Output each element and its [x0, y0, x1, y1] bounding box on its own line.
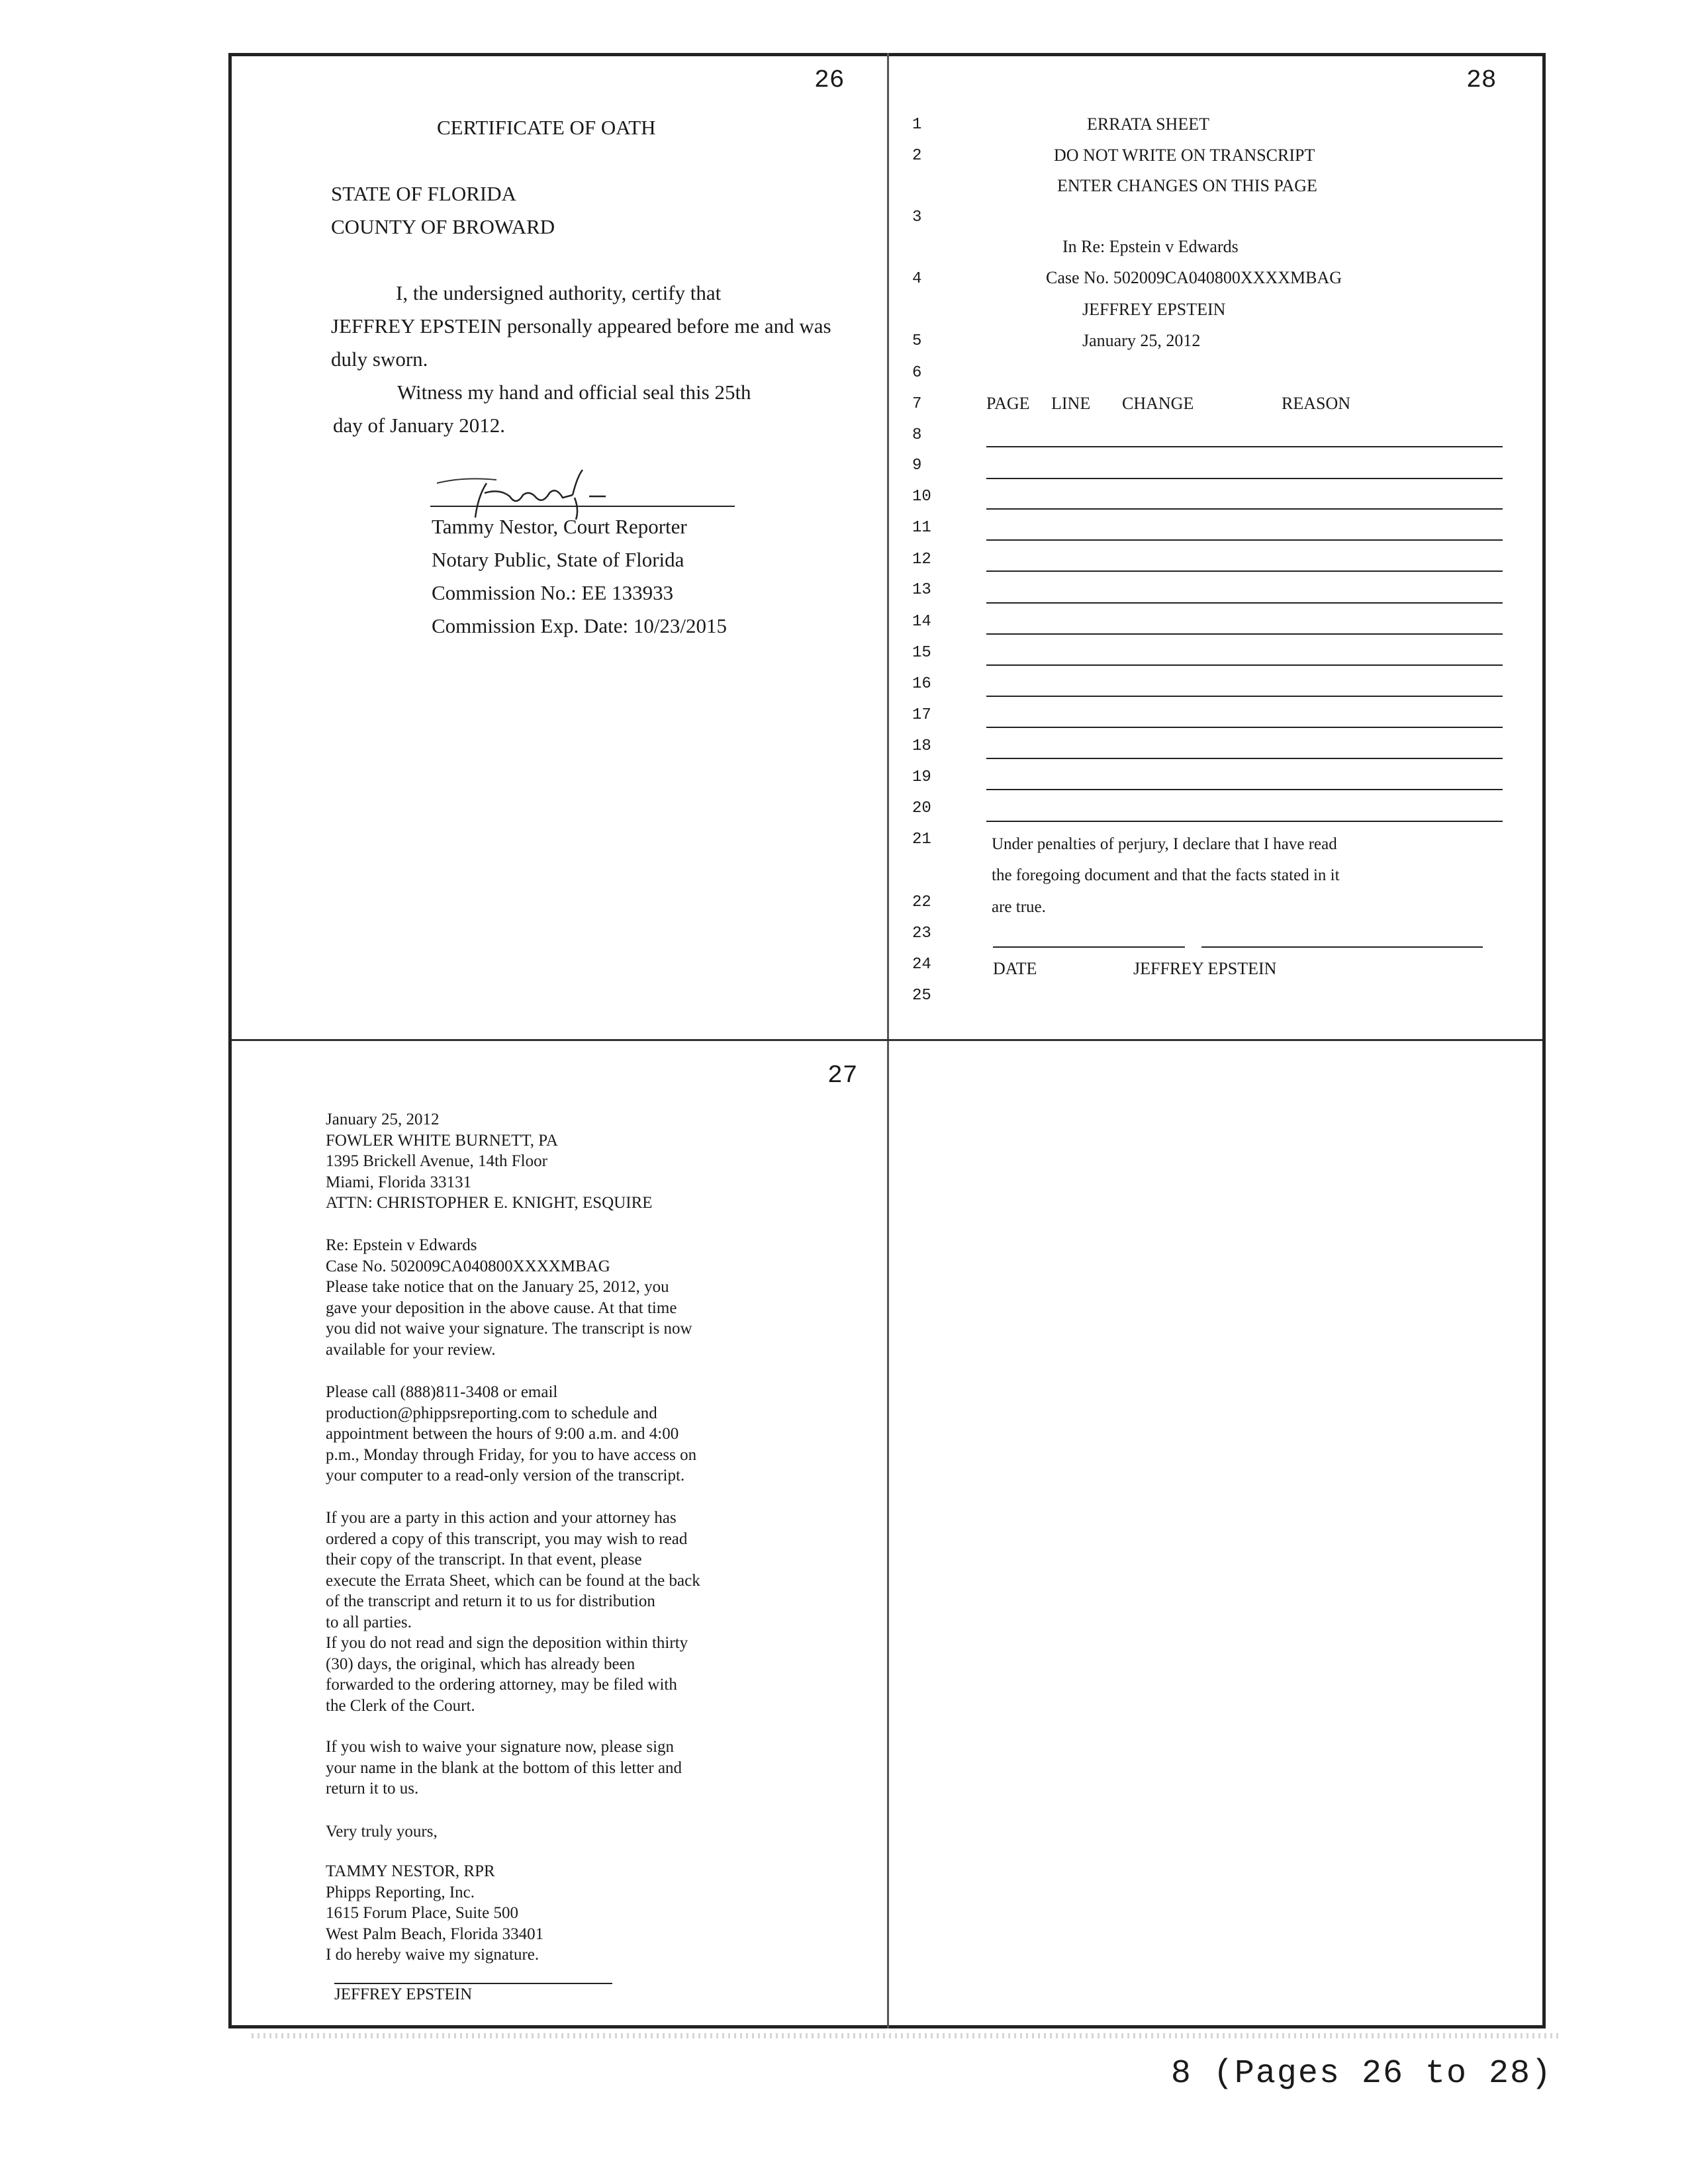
- line-number: 22: [912, 893, 931, 911]
- waiver-signature-name: JEFFREY EPSTEIN: [334, 1985, 473, 2003]
- letter-address-block: January 25, 2012 FOWLER WHITE BURNETT, PA 1395 Brickell Avenue, 14th Floor Miami, Florida 33131 ATTN: CHRISTOPHER E. KNIGHT, ESQUIRE: [326, 1111, 653, 1212]
- line-number: 14: [912, 613, 931, 631]
- state-line: STATE OF FLORIDA: [331, 182, 516, 205]
- page-footer: 8 (Pages 26 to 28): [1170, 2055, 1552, 2093]
- column-header-line: LINE: [1051, 394, 1091, 413]
- errata-entry-line: [986, 539, 1503, 541]
- line-number: 16: [912, 675, 931, 693]
- errata-entry-line: [986, 633, 1503, 635]
- page-number-28: 28: [1466, 66, 1497, 95]
- line-number: 5: [912, 332, 922, 350]
- line-number: 9: [912, 457, 922, 475]
- line-number: 18: [912, 737, 931, 755]
- declaration-line-2: the foregoing document and that the facts stated in it: [992, 866, 1340, 884]
- row-divider: [232, 1039, 1542, 1041]
- line-number: 8: [912, 426, 922, 444]
- commission-expiration: Commission Exp. Date: 10/23/2015: [432, 614, 727, 637]
- line-number: 23: [912, 925, 931, 942]
- witness-line-1: Witness my hand and official seal this 25th: [397, 381, 751, 404]
- errata-entry-line: [986, 789, 1503, 790]
- signature-name-label: JEFFREY EPSTEIN: [1133, 959, 1277, 978]
- line-number: 13: [912, 581, 931, 599]
- line-number: 2: [912, 147, 922, 165]
- errata-entry-line: [986, 821, 1503, 822]
- errata-notice-2: ENTER CHANGES ON THIS PAGE: [1057, 176, 1317, 195]
- page-number-27: 27: [827, 1062, 858, 1090]
- errata-entry-line: [986, 664, 1503, 666]
- county-line: COUNTY OF BROWARD: [331, 215, 555, 238]
- handwritten-signature: [424, 457, 741, 523]
- errata-title: ERRATA SHEET: [1087, 114, 1209, 134]
- letter-sender-block: TAMMY NESTOR, RPR Phipps Reporting, Inc. 1615 Forum Place, Suite 500 West Palm Beach, Florida 33401 I do hereby waive my signature.: [326, 1862, 544, 1964]
- deponent-name: JEFFREY EPSTEIN: [1082, 300, 1226, 319]
- errata-entry-line: [986, 758, 1503, 759]
- certify-line-3: duly sworn.: [331, 347, 428, 371]
- line-number: 11: [912, 519, 931, 537]
- commission-number: Commission No.: EE 133933: [432, 581, 674, 604]
- date-signature-line: [993, 946, 1185, 948]
- witness-line-2: day of January 2012.: [333, 414, 505, 437]
- letter-party-paragraph: If you are a party in this action and your attorney has ordered a copy of this transcript, you may wish to read their copy of the transcript. In that event, please execute the Errata Sheet, which can be found at the back of the transcript and return it to us for distribution to all parties. If you do not read and sign the deposition within thirty (30) days, the original, which has already been forwarded to the ordering attorney, may be filed with the Clerk of the Court.: [326, 1509, 700, 1715]
- column-header-change: CHANGE: [1122, 394, 1194, 413]
- column-header-page: PAGE: [986, 394, 1030, 413]
- errata-entry-line: [986, 602, 1503, 604]
- in-re-line: In Re: Epstein v Edwards: [1062, 237, 1239, 256]
- name-signature-line: [1201, 946, 1483, 948]
- notary-line: Notary Public, State of Florida: [432, 548, 684, 571]
- errata-date: January 25, 2012: [1082, 331, 1201, 350]
- line-number: 10: [912, 488, 931, 506]
- page-number-26: 26: [814, 66, 845, 95]
- letter-notice-paragraph: Re: Epstein v Edwards Case No. 502009CA040800XXXXMBAG Please take notice that on the January 25, 2012, you gave your deposition in the above cause. At that time you did not waive your signature. The transcript is now available for your review.: [326, 1236, 692, 1359]
- errata-entry-line: [986, 478, 1503, 479]
- letter-closing: Very truly yours,: [326, 1823, 438, 1841]
- signature-date-label: DATE: [993, 959, 1037, 978]
- certify-line-1: I, the undersigned authority, certify that: [396, 281, 722, 304]
- errata-entry-line: [986, 446, 1503, 447]
- certify-line-2: JEFFREY EPSTEIN personally appeared before me and was: [331, 314, 831, 338]
- column-header-reason: REASON: [1282, 394, 1351, 413]
- reporter-name: Tammy Nestor, Court Reporter: [432, 515, 687, 538]
- letter-contact-paragraph: Please call (888)811-3408 or email production@phippsreporting.com to schedule and appointment between the hours of 9:00 a.m. and 4:00 p.m., Monday through Friday, for you to have access on your computer to a read-only version of the transcript.: [326, 1383, 697, 1484]
- line-number: 12: [912, 551, 931, 569]
- line-number: 19: [912, 768, 931, 786]
- line-number: 15: [912, 644, 931, 662]
- declaration-line-1: Under penalties of perjury, I declare that I have read: [992, 835, 1337, 853]
- line-number: 7: [912, 395, 922, 413]
- line-number: 25: [912, 987, 931, 1005]
- line-number: 3: [912, 208, 922, 226]
- errata-entry-line: [986, 508, 1503, 510]
- errata-entry-line: [986, 696, 1503, 697]
- scan-noise-strip: [252, 2033, 1562, 2038]
- line-number: 4: [912, 270, 922, 288]
- line-number: 6: [912, 364, 922, 382]
- line-number: 21: [912, 831, 931, 848]
- line-number: 20: [912, 799, 931, 817]
- case-number: Case No. 502009CA040800XXXXMBAG: [1046, 268, 1342, 287]
- errata-entry-line: [986, 727, 1503, 728]
- letter-waive-paragraph: If you wish to waive your signature now, please sign your name in the blank at the bottom of this letter and return it to us.: [326, 1738, 682, 1797]
- errata-entry-line: [986, 570, 1503, 572]
- certificate-title: CERTIFICATE OF OATH: [437, 116, 656, 139]
- declaration-line-3: are true.: [992, 898, 1046, 916]
- line-number: 17: [912, 706, 931, 724]
- errata-notice-1: DO NOT WRITE ON TRANSCRIPT: [1054, 146, 1315, 165]
- line-number: 24: [912, 956, 931, 974]
- line-number: 1: [912, 116, 922, 134]
